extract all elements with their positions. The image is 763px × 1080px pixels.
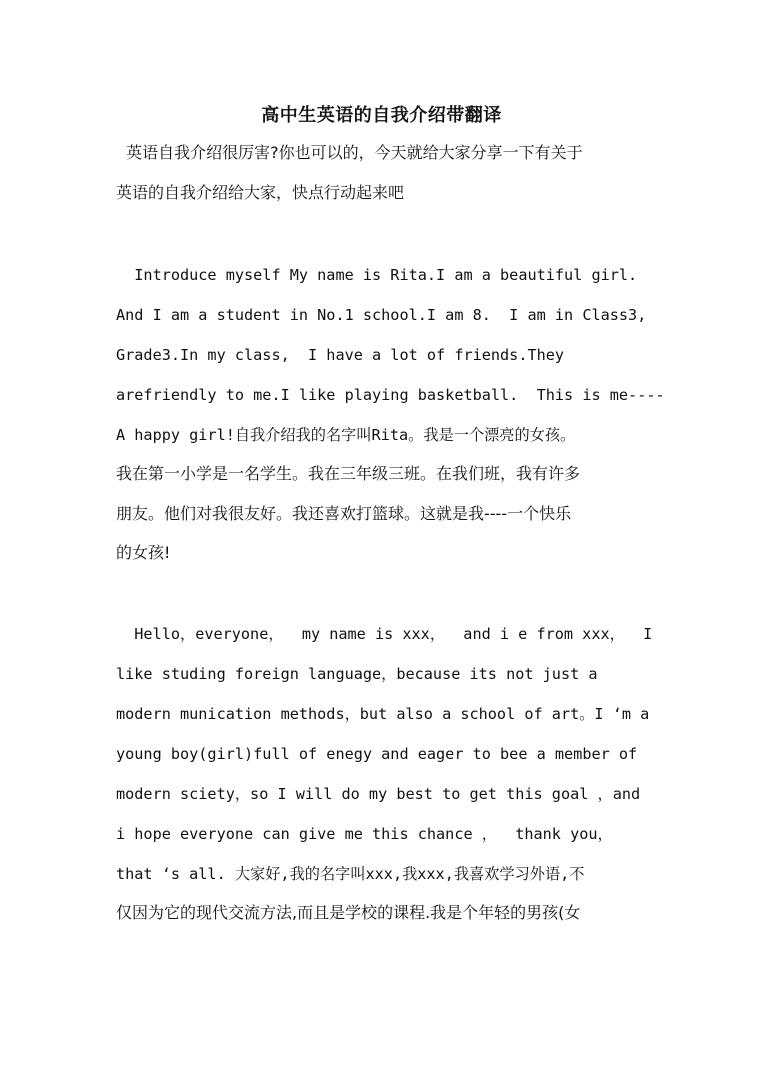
paragraph-line: Hello，everyone， my name is xxx， and i e from xxx， I bbox=[116, 625, 653, 643]
paragraph-line: young boy(girl)full of enegy and eager to bee a member of bbox=[116, 745, 638, 763]
paragraph-line: And I am a student in No.1 school.I am 8. I am in Class3, bbox=[116, 306, 647, 324]
document-title: 高中生英语的自我介绍带翻译 bbox=[261, 105, 502, 126]
paragraph-line: 我在第一小学是一名学生。我在三年级三班。在我们班，我有许多 bbox=[116, 464, 581, 483]
paragraph-line: like studing foreign language，because its not just a bbox=[116, 665, 598, 683]
paragraph-line: Introduce myself My name is Rita.I am a beautiful girl. bbox=[116, 266, 638, 284]
paragraph-line: 仅因为它的现代交流方法,而且是学校的课程.我是个年轻的男孩(女 bbox=[116, 903, 581, 922]
paragraph-line: i hope everyone can give me this chance ， thank you， bbox=[116, 825, 613, 843]
paragraph-line: 朋友。他们对我很友好。我还喜欢打篮球。这就是我----一个快乐 bbox=[116, 504, 572, 523]
paragraph-line: Grade3.In my class, I have a lot of friends.They bbox=[116, 346, 565, 364]
paragraph-line: that ‘s all. 大家好,我的名字叫xxx,我xxx,我喜欢学习外语,不 bbox=[116, 865, 585, 883]
paragraph-line: modern sciety，so I will do my best to get this goal ，and bbox=[116, 785, 641, 803]
paragraph-line: 英语的自我介绍给大家，快点行动起来吧 bbox=[116, 183, 405, 202]
paragraph-line: modern munication methods，but also a school of art。I ‘m a bbox=[116, 705, 650, 723]
paragraph-line: 的女孩! bbox=[116, 543, 171, 562]
paragraph-line: A happy girl!自我介绍我的名字叫Rita。我是一个漂亮的女孩。 bbox=[116, 426, 576, 444]
paragraph-line: 英语自我介绍很厉害?你也可以的，今天就给大家分享一下有关于 bbox=[116, 143, 583, 162]
paragraph-line: arefriendly to me.I like playing basketball. This is me---- bbox=[116, 386, 665, 404]
